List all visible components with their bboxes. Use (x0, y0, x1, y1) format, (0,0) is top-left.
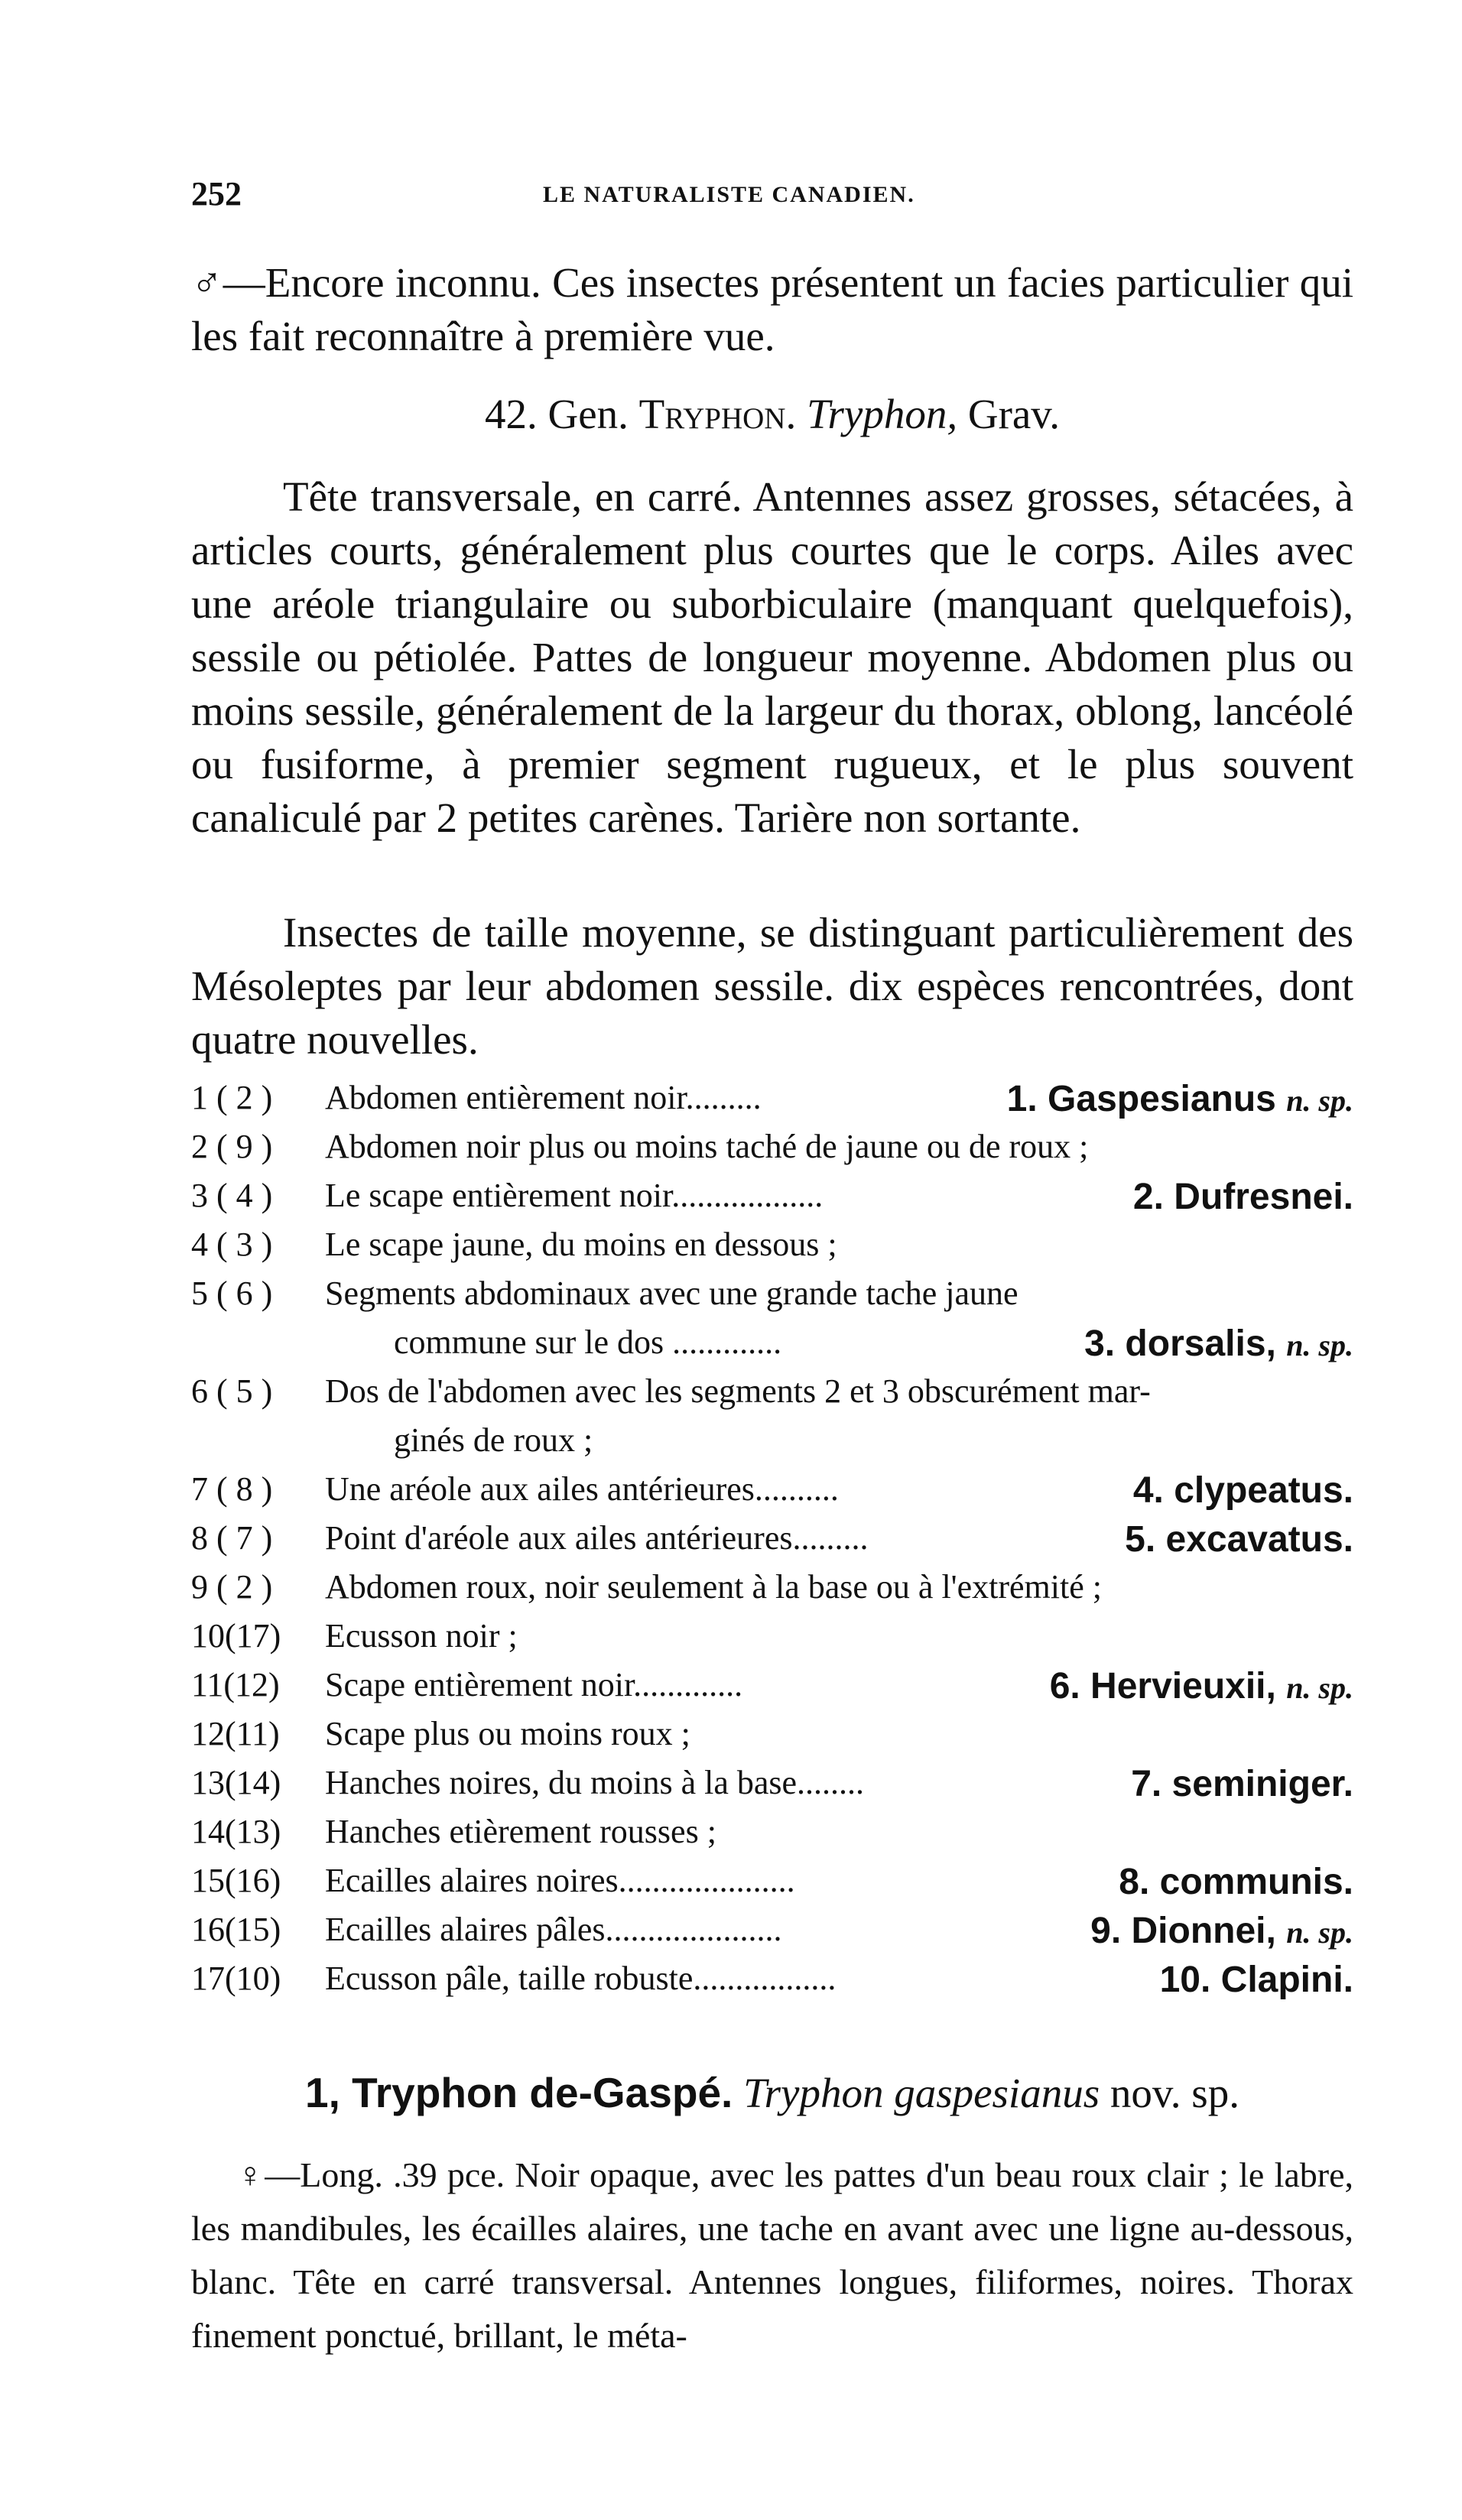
key-row (191, 1763, 1353, 1802)
key-number: 3 ( 4 ) (191, 1177, 273, 1214)
key-row (191, 1372, 1353, 1411)
key-result: 2. Dufresnei. (1132, 1177, 1353, 1217)
page-number: 252 (191, 175, 242, 213)
key-row (191, 1616, 1353, 1655)
species-heading-bold: 1, Tryphon de-Gaspé. (305, 2069, 733, 2116)
key-text: commune sur le dos ............. (394, 1323, 782, 1361)
key-row (191, 1469, 1353, 1511)
paragraph-female: ♀—Long. .39 pce. Noir opaque, avec les pattes d'un beau roux clair ; le labre, les mandibules, les écailles alaires, une tache en avant avec une ligne au-dessous, blanc. Tête en carré transversal. Antennes longues, filiformes, noires. Thorax finement ponctué, brillant, le méta- (191, 2155, 1353, 2355)
key-text: Abdomen roux, noir seulement à la base ou à l'extrémité ; (325, 1568, 1102, 1606)
key-text: Dos de l'abdomen avec les segments 2 et 3 obscurément mar- (325, 1372, 1151, 1410)
key-text: Ecusson pâle, taille robuste................. (325, 1960, 837, 1997)
key-result: 3. dorsalis, n. sp. (1084, 1323, 1353, 1364)
key-row (191, 1518, 1353, 1560)
species-heading (191, 2068, 1353, 2117)
key-text: Hanches noires, du moins à la base........ (325, 1764, 865, 1801)
species-heading-italic: Tryphon gaspesianus (743, 2070, 1100, 2116)
key-row (191, 1910, 1353, 1949)
key-text: Une aréole aux ailes antérieures.......... (325, 1470, 839, 1508)
key-row (191, 1274, 1353, 1313)
page-header (191, 174, 1353, 220)
genus-name-caps: Tryphon. (638, 391, 797, 437)
key-text: Abdomen noir plus ou moins taché de jaune ou de roux ; (325, 1128, 1089, 1165)
key-text: Ecailles alaires noires..................... (325, 1862, 795, 1899)
key-text: Segments abdominaux avec une grande tache jaune (325, 1275, 1019, 1312)
key-result: 8. communis. (1119, 1862, 1353, 1902)
genus-heading (191, 390, 1353, 438)
key-row (191, 1861, 1353, 1900)
key-text: Scape plus ou moins roux ; (325, 1715, 690, 1752)
key-number: 9 ( 2 ) (191, 1568, 273, 1606)
key-row (191, 1714, 1353, 1753)
genus-author: Grav. (967, 391, 1060, 437)
key-number: 4 ( 3 ) (191, 1226, 273, 1263)
key-number: 17(10) (191, 1960, 281, 1997)
genus-name-italic: Tryphon, (806, 391, 958, 437)
key-text: Le scape entièrement noir.................. (325, 1177, 824, 1214)
key-text: Abdomen entièrement noir......... (325, 1079, 762, 1116)
key-number: 13(14) (191, 1764, 281, 1801)
key-row (191, 1225, 1353, 1264)
genus-number: 42. (485, 391, 538, 437)
key-text: Ecailles alaires pâles..................... (325, 1911, 782, 1948)
key-result: 9. Dionnei, n. sp. (1090, 1911, 1353, 1951)
running-title: LE NATURALISTE CANADIEN. (543, 182, 915, 207)
key-result: 7. seminiger. (1131, 1764, 1353, 1804)
key-row-continuation (191, 1421, 1353, 1460)
key-number: 11(12) (191, 1666, 280, 1703)
key-row (191, 1127, 1353, 1166)
key-row (191, 1176, 1353, 1215)
key-number: 12(11) (191, 1715, 280, 1752)
key-result: 5. excavatus. (1125, 1519, 1353, 1560)
paragraph-insects: Insectes de taille moyenne, se distinguant particulièrement des Mésoleptes par leur abdomen sessile. dix espèces rencontrées, dont quatre nouvelles. (191, 909, 1353, 1063)
genus-gen: Gen. (547, 391, 629, 437)
key-row (191, 1567, 1353, 1606)
key-result: 4. clypeatus. (1132, 1470, 1353, 1511)
key-result: 10. Clapini. (1159, 1960, 1353, 2000)
key-row (191, 1078, 1353, 1117)
key-number: 10(17) (191, 1617, 281, 1655)
key-result: 6. Hervieuxii, n. sp. (1049, 1666, 1353, 1707)
key-text: ginés de roux ; (394, 1421, 593, 1459)
key-row-continuation (191, 1323, 1353, 1362)
paragraph-description: Tête transversale, en carré. Antennes assez grosses, sétacées, à articles courts, généralement plus courtes que le corps. Ailes avec une aréole triangulaire ou suborbiculaire (manquant quelquefois), sessile ou pétiolée. Pattes de longueur moyenne. Abdomen plus ou moins sessile, généralement de la largeur du thorax, oblong, lancéolé ou fusiforme, à premier segment rugueux, et le plus souvent canaliculé par 2 petites carènes. Tarière non sortante. (191, 473, 1353, 841)
key-text: Ecusson noir ; (325, 1617, 518, 1655)
key-number: 2 ( 9 ) (191, 1128, 273, 1165)
species-heading-tail: nov. sp. (1109, 2070, 1239, 2116)
key-number: 16(15) (191, 1911, 281, 1948)
key-number: 14(13) (191, 1813, 281, 1850)
key-row (191, 1959, 1353, 1998)
key-number: 15(16) (191, 1862, 281, 1899)
key-number: 7 ( 8 ) (191, 1470, 273, 1508)
paragraph-male: ♂—Encore inconnu. Ces insectes présentent un facies particulier qui les fait reconnaître à première vue. (191, 259, 1353, 359)
key-row (191, 1665, 1353, 1707)
key-row (191, 1812, 1353, 1851)
key-number: 1 ( 2 ) (191, 1079, 273, 1116)
key-number: 5 ( 6 ) (191, 1275, 273, 1312)
key-result: 1. Gaspesianus n. sp. (1006, 1079, 1353, 1119)
key-number: 8 ( 7 ) (191, 1519, 273, 1557)
key-number: 6 ( 5 ) (191, 1372, 273, 1410)
key-text: Le scape jaune, du moins en dessous ; (325, 1226, 837, 1263)
key-text: Scape entièrement noir............. (325, 1666, 743, 1703)
key-text: Point d'aréole aux ailes antérieures......... (325, 1519, 869, 1557)
key-text: Hanches etièrement rousses ; (325, 1813, 716, 1850)
